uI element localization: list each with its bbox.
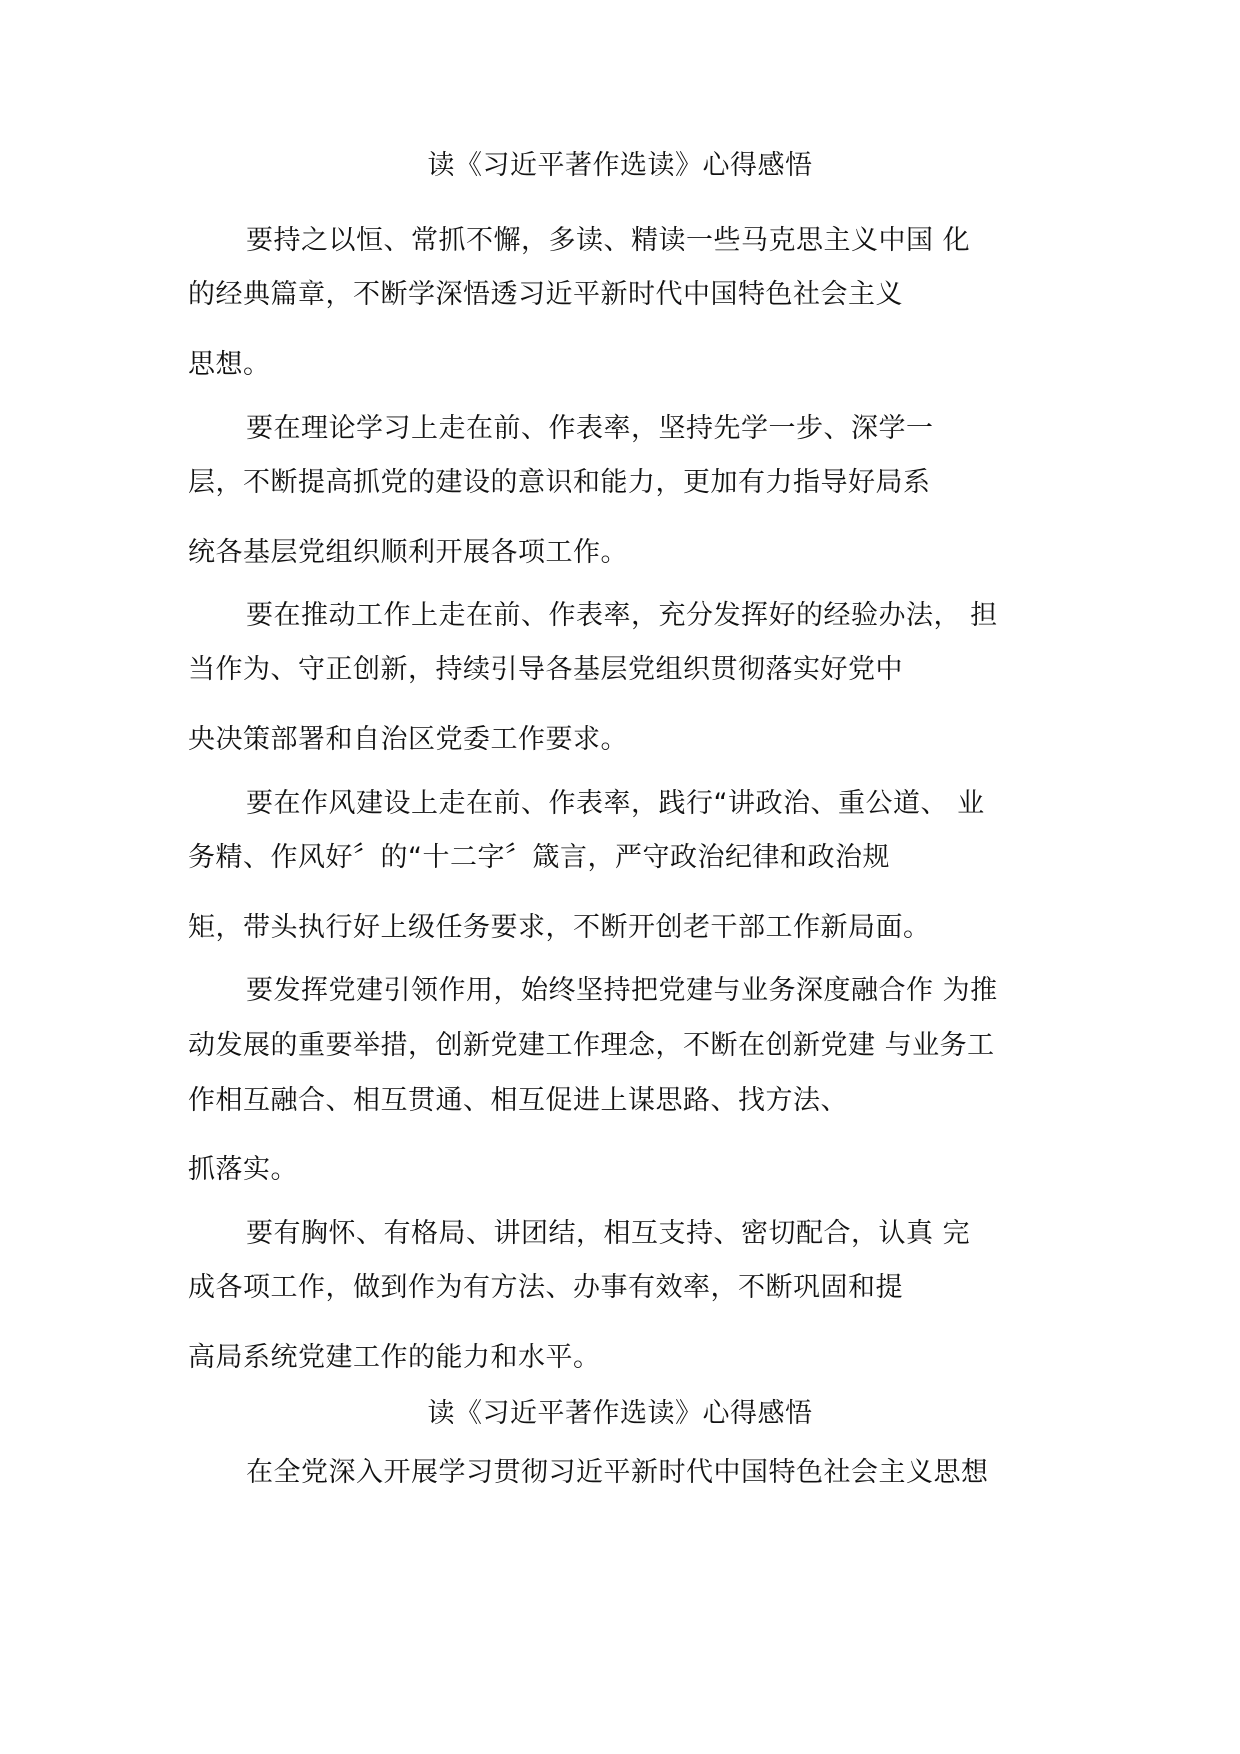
paragraph-5-line-1: 要发挥党建引领作用，始终坚持把党建与业务深度融合作 为推	[246, 975, 998, 1006]
paragraph-2-line-2: 层，不断提高抓党的建设的意识和能力，更加有力指导好局系	[188, 467, 931, 498]
paragraph-6-line-1: 要有胸怀、有格局、讲团结，相互支持、密切配合，认真 完	[246, 1218, 971, 1249]
paragraph-5-line-3: 作相互融合、相互贯通、相互促进上谋思路、找方法、	[188, 1085, 848, 1116]
document-title: 读《习近平著作选读》心得感悟	[427, 150, 813, 181]
paragraph-3-line-1: 要在推动工作上走在前、作表率，充分发挥好的经验办法， 担	[246, 600, 998, 631]
paragraph-5-line-2: 动发展的重要举措，创新党建工作理念，不断在创新党建 与业务工	[188, 1030, 995, 1061]
paragraph-2-line-3: 统各基层党组织顺利开展各项工作。	[188, 537, 628, 568]
final-paragraph-line: 在全党深入开展学习贯彻习近平新时代中国特色社会主义思想	[246, 1457, 989, 1488]
paragraph-4-line-3: 矩，带头执行好上级任务要求，不断开创老干部工作新局面。	[188, 912, 931, 943]
paragraph-4-line-2: 务精、作风好〞的“十二字〞箴言，严守政治纪律和政治规	[188, 842, 890, 873]
second-document-title: 读《习近平著作选读》心得感悟	[427, 1398, 813, 1429]
paragraph-5-line-4: 抓落实。	[188, 1154, 298, 1185]
paragraph-6-line-2: 成各项工作，做到作为有方法、办事有效率，不断巩固和提	[188, 1272, 903, 1303]
paragraph-1-line-1: 要持之以恒、常抓不懈，多读、精读一些马克思主义中国 化	[246, 225, 971, 256]
paragraph-6-line-3: 高局系统党建工作的能力和水平。	[188, 1342, 601, 1373]
paragraph-3-line-3: 央决策部署和自治区党委工作要求。	[188, 724, 628, 755]
paragraph-3-line-2: 当作为、守正创新，持续引导各基层党组织贯彻落实好党中	[188, 654, 903, 685]
paragraph-1-line-3: 思想。	[188, 349, 271, 380]
paragraph-1-line-2: 的经典篇章，不断学深悟透习近平新时代中国特色社会主义	[188, 279, 903, 310]
paragraph-2-line-1: 要在理论学习上走在前、作表率，坚持先学一步、深学一	[246, 413, 934, 444]
paragraph-4-line-1: 要在作风建设上走在前、作表率，践行“讲政治、重公道、 业	[246, 788, 985, 819]
